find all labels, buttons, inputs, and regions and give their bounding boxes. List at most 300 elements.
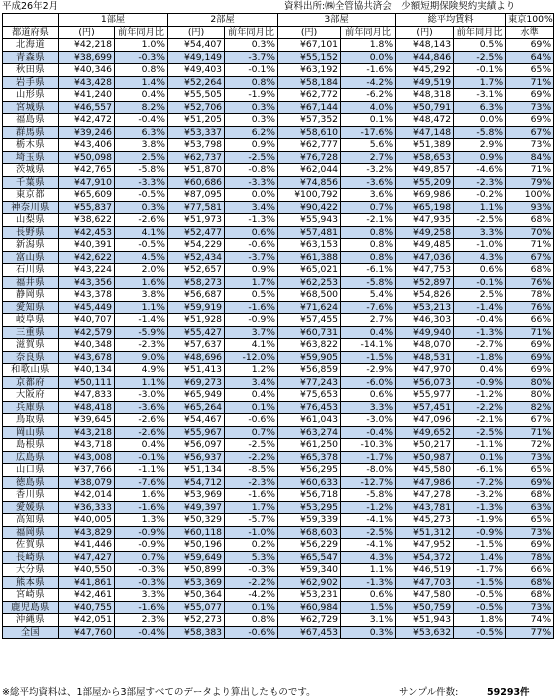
yoy-3room-cell: 0.4% — [341, 326, 396, 339]
yoy-2room-cell: -0.6% — [225, 239, 278, 252]
yoy-avg-cell: -3.2% — [454, 489, 506, 502]
table-row — [3, 576, 554, 589]
yoy-1room-cell: -1.6% — [115, 501, 168, 514]
yoy-3room-cell: 3.3% — [341, 401, 396, 414]
tokyo-level-cell: 69% — [506, 39, 554, 52]
table-row — [3, 126, 554, 139]
avg-rent-cell: ¥58,653 — [396, 151, 454, 164]
tokyo-level-cell: 68% — [506, 576, 554, 589]
rent-2room-cell: ¥51,973 — [168, 214, 225, 227]
rent-1room-cell: ¥43,718 — [59, 439, 115, 452]
yoy-2room-cell: -2.5% — [225, 151, 278, 164]
rent-1room-cell: ¥42,453 — [59, 226, 115, 239]
yoy-1room-cell: 1.6% — [115, 276, 168, 289]
prefecture-cell: 新潟県 — [3, 239, 59, 252]
table-row — [3, 276, 554, 289]
rent-3room-cell: ¥62,253 — [278, 276, 341, 289]
rent-3room-cell: ¥63,274 — [278, 426, 341, 439]
rent-2room-cell: ¥53,798 — [168, 139, 225, 152]
rent-1room-cell: ¥42,472 — [59, 114, 115, 127]
yoy-2room-cell: 0.3% — [225, 101, 278, 114]
table-row — [3, 289, 554, 302]
yoy-2room-cell: -2.2% — [225, 451, 278, 464]
table-row — [3, 589, 554, 602]
yoy-1room-cell: -0.5% — [115, 189, 168, 202]
rent-3room-cell: ¥56,229 — [278, 539, 341, 552]
header-2room: 2部屋 — [168, 14, 278, 27]
yoy-3room-cell: -2.9% — [341, 364, 396, 377]
rent-3room-cell: ¥56,295 — [278, 464, 341, 477]
rent-1room-cell: ¥43,378 — [59, 289, 115, 302]
yoy-2room-cell: 0.8% — [225, 76, 278, 89]
prefecture-cell: 秋田県 — [3, 64, 59, 77]
yoy-1room-cell: 1.6% — [115, 489, 168, 502]
yoy-1room-cell: 8.2% — [115, 101, 168, 114]
yoy-1room-cell: -0.3% — [115, 576, 168, 589]
rent-3room-cell: ¥53,295 — [278, 501, 341, 514]
rent-3room-cell: ¥59,339 — [278, 514, 341, 527]
table-row — [3, 389, 554, 402]
prefecture-cell: 徳島県 — [3, 476, 59, 489]
yoy-1room-cell: 1.1% — [115, 376, 168, 389]
avg-rent-cell: ¥48,318 — [396, 89, 454, 102]
tokyo-level-cell: 73% — [506, 601, 554, 614]
yoy-3room-cell: 4.3% — [341, 551, 396, 564]
yoy-3room-cell: 0.0% — [341, 51, 396, 64]
rent-2room-cell: ¥53,369 — [168, 576, 225, 589]
yoy-1room-cell: 0.4% — [115, 439, 168, 452]
rent-3room-cell: ¥67,144 — [278, 101, 341, 114]
rent-3room-cell: ¥71,624 — [278, 301, 341, 314]
top-line — [0, 0, 555, 13]
rent-2room-cell: ¥77,581 — [168, 201, 225, 214]
rent-1room-cell: ¥40,550 — [59, 564, 115, 577]
tokyo-level-cell: 69% — [506, 351, 554, 364]
rent-1room-cell: ¥40,134 — [59, 364, 115, 377]
yoy-3room-cell: 0.8% — [341, 251, 396, 264]
avg-rent-cell: ¥44,846 — [396, 51, 454, 64]
rent-1room-cell: ¥43,678 — [59, 351, 115, 364]
yoy-2room-cell: 0.7% — [225, 426, 278, 439]
header-blank — [3, 14, 59, 27]
prefecture-cell: 佐賀県 — [3, 539, 59, 552]
yoy-avg-cell: 6.3% — [454, 101, 506, 114]
rent-1room-cell: ¥47,760 — [59, 626, 115, 639]
yoy-3room-cell: -12.7% — [341, 476, 396, 489]
yoy-1room-cell: 1.3% — [115, 514, 168, 527]
avg-rent-cell: ¥55,977 — [396, 389, 454, 402]
header-1room: 1部屋 — [59, 14, 168, 27]
yoy-avg-cell: -4.6% — [454, 164, 506, 177]
avg-rent-cell: ¥56,073 — [396, 376, 454, 389]
prefecture-cell: 大分県 — [3, 564, 59, 577]
yoy-1room-cell: 3.8% — [115, 289, 168, 302]
yoy-1room-cell: -3.6% — [115, 401, 168, 414]
yoy-avg-cell: 0.0% — [454, 114, 506, 127]
avg-rent-cell: ¥55,209 — [396, 176, 454, 189]
yoy-2room-cell: 0.1% — [225, 601, 278, 614]
rent-table — [2, 13, 554, 639]
prefecture-cell: 岐阜県 — [3, 314, 59, 327]
rent-3room-cell: ¥65,547 — [278, 551, 341, 564]
rent-3room-cell: ¥63,153 — [278, 239, 341, 252]
yoy-avg-cell: -0.1% — [454, 276, 506, 289]
header-yen: (円) — [278, 26, 341, 39]
rent-1room-cell: ¥41,861 — [59, 576, 115, 589]
yoy-avg-cell: -2.1% — [454, 414, 506, 427]
sample-count: 59293件 — [487, 687, 530, 698]
yoy-3room-cell: -4.1% — [341, 539, 396, 552]
yoy-avg-cell: -2.7% — [454, 339, 506, 352]
rent-1room-cell: ¥48,418 — [59, 401, 115, 414]
prefecture-cell: 京都府 — [3, 376, 59, 389]
yoy-3room-cell: 3.1% — [341, 614, 396, 627]
avg-rent-cell: ¥47,952 — [396, 539, 454, 552]
rent-1room-cell: ¥43,428 — [59, 76, 115, 89]
rent-3room-cell: ¥90,422 — [278, 201, 341, 214]
yoy-avg-cell: -0.1% — [454, 64, 506, 77]
yoy-1room-cell: 1.1% — [115, 301, 168, 314]
tokyo-level-cell: 73% — [506, 451, 554, 464]
table-row — [3, 51, 554, 64]
yoy-2room-cell: -3.3% — [225, 176, 278, 189]
yoy-1room-cell: 0.3% — [115, 201, 168, 214]
tokyo-level-cell: 66% — [506, 314, 554, 327]
yoy-avg-cell: -2.5% — [454, 51, 506, 64]
table-row — [3, 326, 554, 339]
rent-1room-cell: ¥47,833 — [59, 389, 115, 402]
avg-rent-cell: ¥48,472 — [396, 114, 454, 127]
table-row — [3, 239, 554, 252]
table-row — [3, 39, 554, 52]
table-row — [3, 114, 554, 127]
rent-2room-cell: ¥52,273 — [168, 614, 225, 627]
yoy-2room-cell: -0.8% — [225, 164, 278, 177]
table-row — [3, 376, 554, 389]
prefecture-cell: 滋賀県 — [3, 339, 59, 352]
rent-2room-cell: ¥52,477 — [168, 226, 225, 239]
yoy-2room-cell: -1.3% — [225, 214, 278, 227]
table-row — [3, 301, 554, 314]
rent-3room-cell: ¥74,856 — [278, 176, 341, 189]
tokyo-level-cell: 80% — [506, 376, 554, 389]
rent-2room-cell: ¥49,397 — [168, 501, 225, 514]
rent-2room-cell: ¥51,413 — [168, 364, 225, 377]
data-source: 資料出所:㈱全管協共済会 少額短期保険契約実績より — [284, 1, 516, 12]
rent-3room-cell: ¥53,231 — [278, 589, 341, 602]
rent-1room-cell: ¥40,348 — [59, 339, 115, 352]
footnote: ※総平均資料は、1部屋から3部屋すべてのデータより算出したものです。 — [2, 687, 316, 698]
rent-3room-cell: ¥76,453 — [278, 401, 341, 414]
rent-3room-cell: ¥62,902 — [278, 576, 341, 589]
yoy-1room-cell: 3.3% — [115, 589, 168, 602]
rent-3room-cell: ¥61,043 — [278, 414, 341, 427]
rent-3room-cell: ¥67,101 — [278, 39, 341, 52]
yoy-3room-cell: 0.1% — [341, 114, 396, 127]
tokyo-level-cell: 71% — [506, 239, 554, 252]
yoy-1room-cell: 2.5% — [115, 151, 168, 164]
rent-2room-cell: ¥49,149 — [168, 51, 225, 64]
table-row — [3, 176, 554, 189]
rent-3room-cell: ¥57,481 — [278, 226, 341, 239]
yoy-3room-cell: -1.7% — [341, 451, 396, 464]
yoy-2room-cell: -5.7% — [225, 514, 278, 527]
tokyo-level-cell: 65% — [506, 64, 554, 77]
tokyo-level-cell: 67% — [506, 126, 554, 139]
rent-2room-cell: ¥59,649 — [168, 551, 225, 564]
avg-rent-cell: ¥53,632 — [396, 626, 454, 639]
header-row-sub — [3, 26, 554, 39]
yoy-2room-cell: -0.1% — [225, 64, 278, 77]
yoy-2room-cell: 3.7% — [225, 326, 278, 339]
rent-2room-cell: ¥48,696 — [168, 351, 225, 364]
yoy-avg-cell: 1.4% — [454, 551, 506, 564]
prefecture-cell: 富山県 — [3, 251, 59, 264]
tokyo-level-cell: 77% — [506, 626, 554, 639]
rent-2room-cell: ¥53,969 — [168, 489, 225, 502]
yoy-1room-cell: 0.8% — [115, 64, 168, 77]
tokyo-level-cell: 93% — [506, 201, 554, 214]
table-row — [3, 439, 554, 452]
rent-1room-cell: ¥50,098 — [59, 151, 115, 164]
prefecture-cell: 岡山県 — [3, 426, 59, 439]
rent-3room-cell: ¥60,633 — [278, 476, 341, 489]
rent-1room-cell: ¥42,579 — [59, 326, 115, 339]
avg-rent-cell: ¥49,857 — [396, 164, 454, 177]
table-row — [3, 189, 554, 202]
yoy-1room-cell: -2.6% — [115, 214, 168, 227]
header-yen: (円) — [396, 26, 454, 39]
yoy-avg-cell: -1.4% — [454, 301, 506, 314]
table-row — [3, 364, 554, 377]
avg-rent-cell: ¥54,372 — [396, 551, 454, 564]
rent-1room-cell: ¥41,240 — [59, 89, 115, 102]
rent-3room-cell: ¥62,777 — [278, 139, 341, 152]
rent-2room-cell: ¥54,229 — [168, 239, 225, 252]
table-row — [3, 489, 554, 502]
prefecture-cell: 山口県 — [3, 464, 59, 477]
yoy-avg-cell: -1.3% — [454, 501, 506, 514]
rent-3room-cell: ¥62,044 — [278, 164, 341, 177]
yoy-1room-cell: 1.4% — [115, 76, 168, 89]
yoy-avg-cell: 2.9% — [454, 139, 506, 152]
yoy-3room-cell: 1.1% — [341, 564, 396, 577]
rent-1room-cell: ¥43,218 — [59, 426, 115, 439]
yoy-1room-cell: -0.1% — [115, 451, 168, 464]
tokyo-level-cell: 72% — [506, 439, 554, 452]
table-row — [3, 151, 554, 164]
yoy-avg-cell: -5.8% — [454, 126, 506, 139]
header-yoy: 前年同月比 — [115, 26, 168, 39]
prefecture-cell: 愛媛県 — [3, 501, 59, 514]
yoy-2room-cell: 0.4% — [225, 389, 278, 402]
yoy-3room-cell: -6.0% — [341, 376, 396, 389]
yoy-2room-cell: 0.6% — [225, 226, 278, 239]
rent-3room-cell: ¥67,453 — [278, 626, 341, 639]
rent-3room-cell: ¥60,731 — [278, 326, 341, 339]
tokyo-level-cell: 69% — [506, 364, 554, 377]
yoy-avg-cell: -0.9% — [454, 526, 506, 539]
prefecture-cell: 宮崎県 — [3, 589, 59, 602]
tokyo-level-cell: 84% — [506, 151, 554, 164]
yoy-avg-cell: -0.2% — [454, 189, 506, 202]
table-row — [3, 526, 554, 539]
rent-1room-cell: ¥39,645 — [59, 414, 115, 427]
rent-1room-cell: ¥43,224 — [59, 264, 115, 277]
yoy-1room-cell: -0.4% — [115, 626, 168, 639]
rent-1room-cell: ¥42,218 — [59, 39, 115, 52]
yoy-2room-cell: -2.3% — [225, 476, 278, 489]
yoy-3room-cell: -4.2% — [341, 76, 396, 89]
yoy-1room-cell: -0.4% — [115, 114, 168, 127]
rent-3room-cell: ¥55,152 — [278, 51, 341, 64]
table-row — [3, 251, 554, 264]
rent-1room-cell: ¥43,356 — [59, 276, 115, 289]
header-yen: (円) — [59, 26, 115, 39]
prefecture-cell: 三重県 — [3, 326, 59, 339]
yoy-2room-cell: -1.6% — [225, 489, 278, 502]
prefecture-cell: 鹿児島県 — [3, 601, 59, 614]
tokyo-level-cell: 68% — [506, 264, 554, 277]
yoy-avg-cell: 0.5% — [454, 39, 506, 52]
table-row — [3, 101, 554, 114]
prefecture-cell: 青森県 — [3, 51, 59, 64]
prefecture-cell: 群馬県 — [3, 126, 59, 139]
tokyo-level-cell: 80% — [506, 389, 554, 402]
rent-1room-cell: ¥40,005 — [59, 514, 115, 527]
avg-rent-cell: ¥47,278 — [396, 489, 454, 502]
rent-1room-cell: ¥55,837 — [59, 201, 115, 214]
yoy-avg-cell: -1.5% — [454, 539, 506, 552]
yoy-avg-cell: 1.7% — [454, 76, 506, 89]
prefecture-cell: 山梨県 — [3, 214, 59, 227]
yoy-1room-cell: 0.4% — [115, 89, 168, 102]
table-row — [3, 214, 554, 227]
rent-2room-cell: ¥54,407 — [168, 39, 225, 52]
rent-3room-cell: ¥59,905 — [278, 351, 341, 364]
yoy-2room-cell: 0.8% — [225, 614, 278, 627]
tokyo-level-cell: 73% — [506, 101, 554, 114]
tokyo-level-cell: 70% — [506, 226, 554, 239]
yoy-2room-cell: 3.4% — [225, 376, 278, 389]
yoy-1room-cell: -2.6% — [115, 414, 168, 427]
avg-rent-cell: ¥46,303 — [396, 314, 454, 327]
prefecture-cell: 高知県 — [3, 514, 59, 527]
rent-3room-cell: ¥57,352 — [278, 114, 341, 127]
yoy-1room-cell: 0.7% — [115, 551, 168, 564]
yoy-1room-cell: -0.3% — [115, 51, 168, 64]
yoy-3room-cell: 1.5% — [341, 601, 396, 614]
rent-3room-cell: ¥62,729 — [278, 614, 341, 627]
yoy-1room-cell: -0.3% — [115, 564, 168, 577]
avg-rent-cell: ¥47,970 — [396, 364, 454, 377]
rent-1room-cell: ¥38,699 — [59, 51, 115, 64]
prefecture-cell: 静岡県 — [3, 289, 59, 302]
header-tokyo: 東京100% — [506, 14, 554, 27]
rent-1room-cell: ¥47,910 — [59, 176, 115, 189]
footer — [0, 686, 555, 699]
tokyo-level-cell: 78% — [506, 551, 554, 564]
rent-3room-cell: ¥61,250 — [278, 439, 341, 452]
yoy-3room-cell: -1.2% — [341, 501, 396, 514]
prefecture-cell: 茨城県 — [3, 164, 59, 177]
rent-2room-cell: ¥49,403 — [168, 64, 225, 77]
yoy-avg-cell: 1.8% — [454, 614, 506, 627]
rent-2room-cell: ¥56,937 — [168, 451, 225, 464]
yoy-1room-cell: -0.5% — [115, 239, 168, 252]
avg-rent-cell: ¥53,213 — [396, 301, 454, 314]
rent-2room-cell: ¥65,264 — [168, 401, 225, 414]
yoy-avg-cell: -1.0% — [454, 239, 506, 252]
avg-rent-cell: ¥47,096 — [396, 414, 454, 427]
prefecture-cell: 岩手県 — [3, 76, 59, 89]
yoy-2room-cell: -2.5% — [225, 439, 278, 452]
avg-rent-cell: ¥52,897 — [396, 276, 454, 289]
tokyo-level-cell: 67% — [506, 414, 554, 427]
table-row — [3, 201, 554, 214]
avg-rent-cell: ¥47,036 — [396, 251, 454, 264]
yoy-avg-cell: 3.3% — [454, 226, 506, 239]
rent-3room-cell: ¥57,455 — [278, 314, 341, 327]
rent-3room-cell: ¥58,610 — [278, 126, 341, 139]
yoy-avg-cell: 0.6% — [454, 264, 506, 277]
avg-rent-cell: ¥50,791 — [396, 101, 454, 114]
rent-2room-cell: ¥51,870 — [168, 164, 225, 177]
avg-rent-cell: ¥57,451 — [396, 401, 454, 414]
tokyo-level-cell: 68% — [506, 489, 554, 502]
rent-3room-cell: ¥68,603 — [278, 526, 341, 539]
tokyo-level-cell: 68% — [506, 589, 554, 602]
table-row — [3, 339, 554, 352]
table-row — [3, 601, 554, 614]
yoy-3room-cell: -5.8% — [341, 489, 396, 502]
yoy-1room-cell: 4.1% — [115, 226, 168, 239]
table-row — [3, 476, 554, 489]
tokyo-level-cell: 71% — [506, 76, 554, 89]
rent-2room-cell: ¥57,637 — [168, 339, 225, 352]
yoy-1room-cell: -5.8% — [115, 164, 168, 177]
yoy-avg-cell: -0.5% — [454, 589, 506, 602]
yoy-3room-cell: -3.0% — [341, 414, 396, 427]
rent-1room-cell: ¥36,333 — [59, 501, 115, 514]
rent-1room-cell: ¥43,008 — [59, 451, 115, 464]
tokyo-level-cell: 68% — [506, 214, 554, 227]
prefecture-cell: 長野県 — [3, 226, 59, 239]
rent-2room-cell: ¥50,899 — [168, 564, 225, 577]
rent-1room-cell: ¥39,246 — [59, 126, 115, 139]
rent-1room-cell: ¥42,014 — [59, 489, 115, 502]
rent-1room-cell: ¥40,707 — [59, 314, 115, 327]
yoy-2room-cell: 0.1% — [225, 401, 278, 414]
yoy-1room-cell: -3.0% — [115, 389, 168, 402]
table-row — [3, 264, 554, 277]
report-date: 平成26年2月 — [2, 1, 59, 12]
prefecture-cell: 奈良県 — [3, 351, 59, 364]
yoy-3room-cell: -2.5% — [341, 526, 396, 539]
yoy-1room-cell: -0.9% — [115, 526, 168, 539]
sample-label: サンプル件数: — [399, 687, 459, 698]
avg-rent-cell: ¥49,485 — [396, 239, 454, 252]
yoy-avg-cell: -1.9% — [454, 514, 506, 527]
yoy-2room-cell: -0.6% — [225, 626, 278, 639]
table-row — [3, 614, 554, 627]
prefecture-cell: 神奈川県 — [3, 201, 59, 214]
header-average: 総平均賃料 — [396, 14, 506, 27]
yoy-1room-cell: 2.0% — [115, 264, 168, 277]
rent-3room-cell: ¥100,792 — [278, 189, 341, 202]
avg-rent-cell: ¥69,986 — [396, 189, 454, 202]
yoy-avg-cell: -1.3% — [454, 326, 506, 339]
